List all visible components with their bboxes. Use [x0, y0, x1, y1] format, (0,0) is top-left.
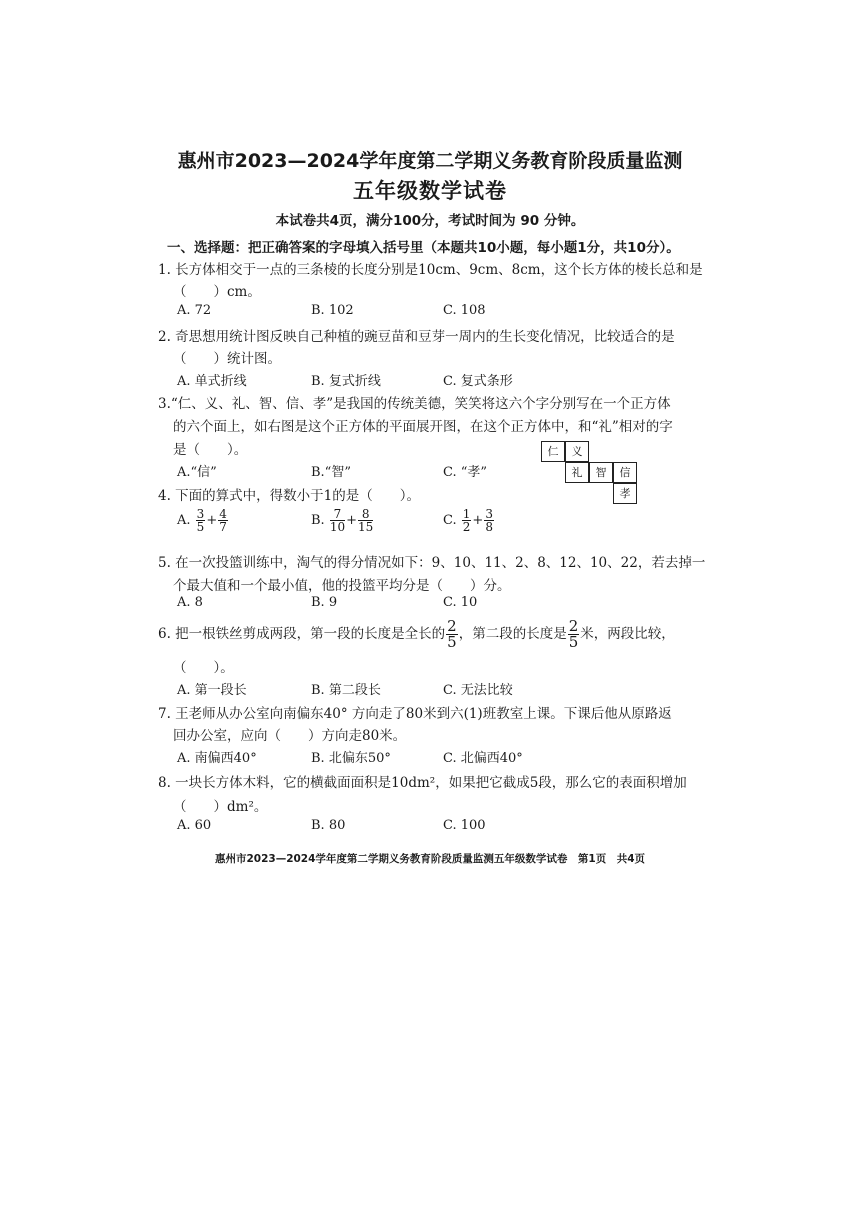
q1-line2: （ ）cm。: [173, 284, 261, 300]
q4-line1: 4. 下面的算式中，得数小于1的是（ ）。: [158, 488, 421, 504]
plus-sign: +: [346, 513, 358, 528]
fraction: [484, 508, 494, 533]
net-face-xiao: 孝: [613, 483, 637, 504]
q2-option-b: B. 复式折线: [311, 374, 381, 389]
q3-option-b: B.“智”: [311, 465, 351, 480]
q5-line1: 5. 在一次投篮训练中，淘气的得分情况如下：9、10、11、2、8、12、10、22，若去掉一: [158, 555, 706, 571]
fraction: [218, 508, 228, 533]
net-face-yi: 义: [565, 441, 589, 462]
q4-option-a: [177, 508, 229, 533]
numerator: 2: [447, 617, 457, 635]
fraction: [446, 619, 458, 650]
fraction: [196, 508, 206, 533]
q2-option-c: C. 复式条形: [443, 374, 513, 389]
q5-option-a: A. 8: [177, 595, 203, 610]
q1-line1: 1. 长方体相交于一点的三条棱的长度分别是10cm、9cm、8cm，这个长方体的棱长总和是: [158, 262, 703, 278]
q1-option-a: A. 72: [177, 303, 212, 318]
fraction: [462, 508, 472, 533]
denominator: 8: [485, 520, 493, 534]
denominator: 5: [196, 520, 205, 534]
q2-line1: 2. 奇思想用统计图反映自己种植的豌豆苗和豆芽一周内的生长变化情况，比较适合的是: [158, 329, 675, 345]
q5-line2: 个最大值和一个最小值，他的投篮平均分是（ ）分。: [173, 578, 511, 594]
section-heading: 一、选择题：把正确答案的字母填入括号里（本题共10小题，每小题1分，共10分）。: [167, 240, 680, 256]
q6-line1: [158, 619, 675, 650]
q7-option-b: B. 北偏东50°: [311, 751, 391, 766]
exam-info: 本试卷共4页，满分100分，考试时间为 90 分钟。: [275, 213, 585, 229]
numerator: 8: [358, 508, 373, 521]
q6-option-b: B. 第二段长: [311, 683, 381, 698]
q4-option-c: [443, 508, 495, 533]
net-face-xin: 信: [613, 462, 637, 483]
fraction: [358, 508, 373, 533]
q7-option-c: C. 北偏西40°: [443, 751, 523, 766]
fraction: [330, 508, 345, 533]
q4-option-b: [311, 508, 374, 533]
numerator: 1: [462, 507, 471, 521]
q6-option-a: A. 第一段长: [177, 683, 247, 698]
q3-line1: 3.“仁、义、礼、智、信、孝”是我国的传统美德，笑笑将这六个字分别写在一个正方体: [158, 396, 671, 412]
plus-sign: +: [206, 513, 218, 528]
fraction: [568, 619, 580, 650]
denominator: 5: [568, 633, 579, 651]
net-face-zhi: 智: [589, 462, 613, 483]
net-face-li: 礼: [565, 462, 589, 483]
q3-option-a: A.“信”: [177, 465, 217, 480]
net-face-ren: 仁: [541, 441, 565, 462]
denominator: 15: [358, 520, 374, 534]
q6-text-post: 米，两段比较，: [580, 626, 675, 642]
q2-line2: （ ）统计图。: [173, 351, 281, 367]
numerator: 3: [485, 507, 493, 521]
q2-option-a: A. 单式折线: [177, 374, 247, 389]
q4-option-b-label: B.: [311, 513, 325, 528]
q5-option-b: B. 9: [311, 595, 338, 610]
q6-text-mid: ，第二段的长度是: [458, 626, 567, 642]
q1-option-b: B. 102: [311, 303, 354, 318]
q3-line2: 的六个面上，如右图是这个正方体的平面展开图，在这个正方体中，和“礼”相对的字: [173, 419, 673, 435]
numerator: 2: [568, 617, 579, 635]
q8-line1: 8. 一块长方体木料，它的横截面面积是10dm²，如果把它截成5段，那么它的表面积增加: [158, 775, 687, 791]
denominator: 2: [462, 520, 471, 534]
numerator: 7: [330, 508, 345, 521]
q8-option-b: B. 80: [311, 818, 346, 833]
q1-option-c: C. 108: [443, 303, 486, 318]
exam-subtitle: 五年级数学试卷: [353, 179, 507, 203]
q5-option-c: C. 10: [443, 595, 478, 610]
q4-option-a-label: A.: [177, 513, 191, 528]
q7-line2: 回办公室，应向（ ）方向走80米。: [173, 728, 407, 744]
q3-option-c: C. “孝”: [443, 465, 488, 480]
q6-line2: （ ）。: [173, 660, 234, 676]
q6-option-c: C. 无法比较: [443, 683, 513, 698]
q8-option-a: A. 60: [177, 818, 212, 833]
q3-line3: 是（ ）。: [173, 442, 248, 458]
numerator: 3: [196, 507, 205, 521]
page-footer: 惠州市2023—2024学年度第二学期义务教育阶段质量监测五年级数学试卷 第1页 共4页: [214, 853, 646, 865]
plus-sign: +: [472, 513, 484, 528]
q7-line1: 7. 王老师从办公室向南偏东40° 方向走了80米到六(1)班教室上课。下课后他从原路返: [158, 706, 672, 722]
q8-option-c: C. 100: [443, 818, 486, 833]
denominator: 5: [447, 633, 457, 651]
q4-option-c-label: C.: [443, 513, 457, 528]
numerator: 4: [219, 507, 227, 521]
q7-option-a: A. 南偏西40°: [177, 751, 257, 766]
q6-text-pre: 6. 把一根铁丝剪成两段，第一段的长度是全长的: [158, 626, 446, 642]
denominator: 10: [329, 520, 346, 534]
denominator: 7: [219, 520, 227, 534]
exam-header-title: 惠州市2023—2024学年度第二学期义务教育阶段质量监测: [177, 150, 683, 172]
q8-line2: （ ）dm²。: [173, 799, 268, 815]
